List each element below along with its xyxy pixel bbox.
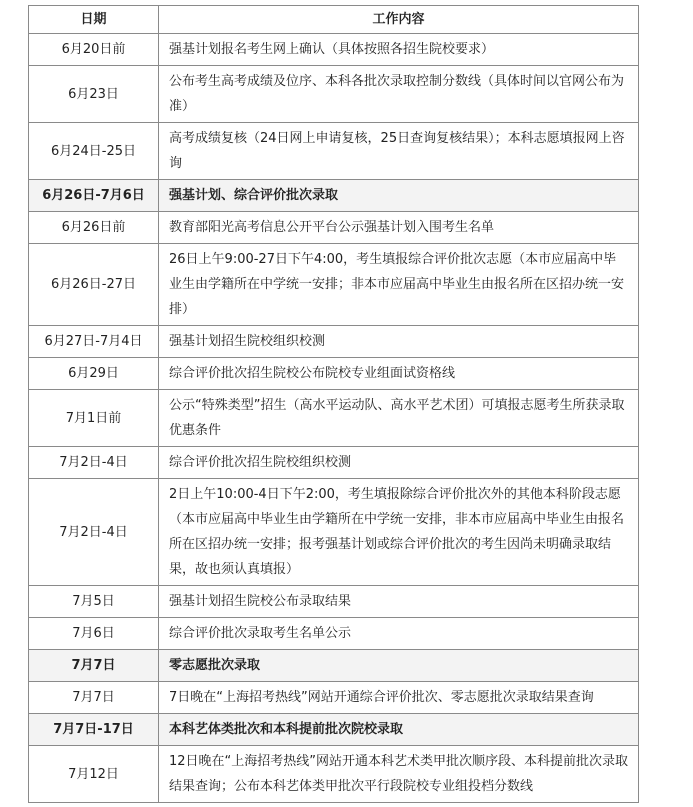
date-cell: 7月7日 [29, 682, 159, 714]
date-cell: 7月1日前 [29, 390, 159, 447]
content-cell: 综合评价批次招生院校组织校测 [159, 447, 639, 479]
date-cell: 6月26日-7月6日 [29, 180, 159, 212]
date-cell: 7月7日-17日 [29, 714, 159, 746]
table-row [29, 682, 639, 714]
stage-row [29, 650, 639, 682]
content-cell: 26日上午9:00-27日下午4:00，考生填报综合评价批次志愿（本市应届高中毕业生由学籍所在中学统一安排；非本市应届高中毕业生由报名所在区招办统一安排） [159, 244, 639, 326]
content-column-header: 工作内容 [159, 6, 639, 34]
table-row [29, 326, 639, 358]
content-cell: 7日晚在“上海招考热线”网站开通综合评价批次、零志愿批次录取结果查询 [159, 682, 639, 714]
date-cell: 7月12日 [29, 746, 159, 803]
date-cell: 6月29日 [29, 358, 159, 390]
table-row [29, 358, 639, 390]
admission-schedule-table [28, 5, 639, 803]
content-cell: 强基计划招生院校公布录取结果 [159, 586, 639, 618]
table-row [29, 390, 639, 447]
table-row [29, 66, 639, 123]
content-cell: 公布考生高考成绩及位序、本科各批次录取控制分数线（具体时间以官网公布为准） [159, 66, 639, 123]
stage-row [29, 714, 639, 746]
table-row [29, 123, 639, 180]
date-cell: 7月2日-4日 [29, 479, 159, 586]
date-cell: 6月26日-27日 [29, 244, 159, 326]
content-cell: 公示“特殊类型”招生（高水平运动队、高水平艺术团）可填报志愿考生所获录取优惠条件 [159, 390, 639, 447]
table-row [29, 479, 639, 586]
date-cell: 6月20日前 [29, 34, 159, 66]
date-cell: 7月2日-4日 [29, 447, 159, 479]
content-cell: 12日晚在“上海招考热线”网站开通本科艺术类甲批次顺序段、本科提前批次录取结果查询；公布本科艺体类甲批次平行段院校专业组投档分数线 [159, 746, 639, 803]
date-cell: 6月27日-7月4日 [29, 326, 159, 358]
date-cell: 7月5日 [29, 586, 159, 618]
stage-row [29, 180, 639, 212]
table-header-row [29, 6, 639, 34]
content-cell: 强基计划招生院校组织校测 [159, 326, 639, 358]
table-row [29, 447, 639, 479]
content-cell: 2日上午10:00-4日下午2:00，考生填报除综合评价批次外的其他本科阶段志愿（本市应届高中毕业生由学籍所在中学统一安排，非本市应届高中毕业生由报名所在区招办统一安排；报考强基计划或综合评价批次的考生因尚未明确录取结果，故也须认真填报） [159, 479, 639, 586]
content-cell: 综合评价批次录取考生名单公示 [159, 618, 639, 650]
content-cell: 强基计划报名考生网上确认（具体按照各招生院校要求） [159, 34, 639, 66]
table-row [29, 586, 639, 618]
date-cell: 6月23日 [29, 66, 159, 123]
table-body [29, 34, 639, 803]
content-cell: 高考成绩复核（24日网上申请复核，25日查询复核结果）；本科志愿填报网上咨询 [159, 123, 639, 180]
table-row [29, 244, 639, 326]
content-cell: 零志愿批次录取 [159, 650, 639, 682]
table-row [29, 212, 639, 244]
date-cell: 6月24日-25日 [29, 123, 159, 180]
date-cell: 7月7日 [29, 650, 159, 682]
content-cell: 本科艺体类批次和本科提前批次院校录取 [159, 714, 639, 746]
date-cell: 6月26日前 [29, 212, 159, 244]
content-cell: 综合评价批次招生院校公布院校专业组面试资格线 [159, 358, 639, 390]
table-row [29, 746, 639, 803]
content-cell: 强基计划、综合评价批次录取 [159, 180, 639, 212]
date-column-header: 日期 [29, 6, 159, 34]
table-row [29, 618, 639, 650]
date-cell: 7月6日 [29, 618, 159, 650]
table-row [29, 34, 639, 66]
content-cell: 教育部阳光高考信息公开平台公示强基计划入围考生名单 [159, 212, 639, 244]
